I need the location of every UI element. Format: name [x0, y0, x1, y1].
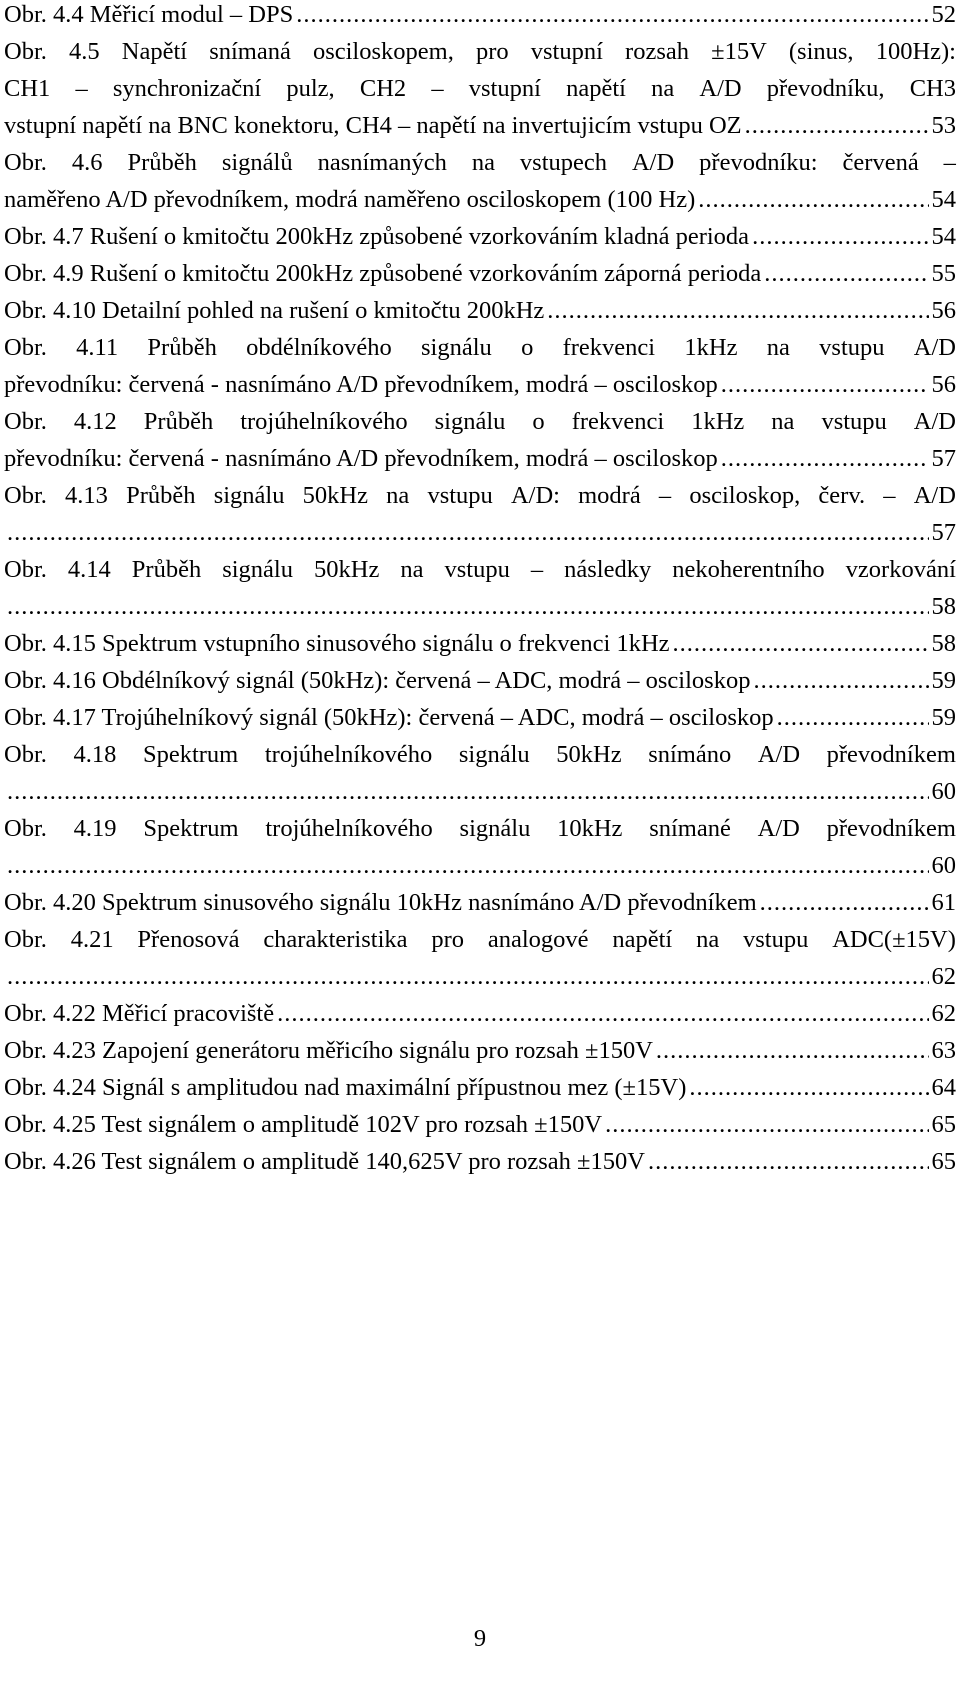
toc-entry-word: Průběh [143, 408, 214, 435]
dot-leader [745, 107, 929, 144]
toc-entry-text: Obr. 4.9 Rušení o kmitočtu 200kHz způsobené vzorkováním záporná perioda [4, 260, 762, 287]
toc-entry-word: vstupech [519, 149, 608, 176]
dot-leader [648, 1143, 929, 1180]
toc-page-number: 56 [931, 297, 956, 324]
toc-entry-word: 4.14 [67, 556, 111, 583]
toc-entry-word: vstupu [743, 926, 809, 953]
toc-page-number: 52 [931, 1, 956, 28]
toc-entry-word: Obr. [4, 408, 47, 435]
dot-leader [656, 1032, 929, 1069]
toc-page-number: 60 [931, 852, 956, 879]
toc-entry-word: 4.18 [73, 741, 117, 768]
toc-entry-word: pulz, [286, 75, 335, 102]
toc-entry-word: signálu [213, 482, 285, 509]
dot-leader [7, 958, 929, 995]
dot-leader [777, 699, 929, 736]
toc-entry-word: pro [475, 38, 509, 65]
toc-entry-line [4, 107, 956, 144]
toc-entry-word: ADC(±15V) [832, 926, 956, 953]
toc-entry-text: Obr. 4.26 Test signálem o amplitudě 140,625V pro rozsah ±150V [4, 1148, 645, 1175]
toc-entry-word: Přenosová [137, 926, 240, 953]
toc-page-number: 64 [931, 1074, 956, 1101]
toc-page-number: 54 [931, 186, 956, 213]
toc-entry[interactable] [4, 884, 956, 921]
toc-entry-word: 4.5 [69, 38, 100, 65]
toc-entry-word: vstupní [468, 75, 541, 102]
toc-entry-word: vstupu [444, 556, 510, 583]
toc-entry-line [4, 847, 956, 884]
toc-entry-text: Obr. 4.25 Test signálem o amplitudě 102V pro rozsah ±150V [4, 1111, 603, 1138]
toc-page-number: 53 [931, 112, 956, 139]
toc-entry[interactable] [4, 736, 956, 810]
toc-entry-word: červená [842, 149, 919, 176]
dot-leader [7, 588, 929, 625]
dot-leader [752, 218, 928, 255]
toc-entry-line [4, 662, 956, 699]
toc-entry-word: frekvenci [562, 334, 656, 361]
toc-entry-word: snímáno [648, 741, 732, 768]
dot-leader [605, 1106, 928, 1143]
toc-entry-line [4, 1106, 956, 1143]
dot-leader [296, 0, 928, 33]
toc-entry-line [4, 810, 956, 847]
dot-leader [764, 255, 928, 292]
toc-entry-word: – [943, 149, 956, 176]
toc-entry-word: vstupu [821, 408, 887, 435]
toc-page-number: 61 [931, 889, 956, 916]
toc-entry-word: červ. [818, 482, 866, 509]
toc-entry-word: Obr. [4, 556, 47, 583]
toc-entry-line [4, 218, 956, 255]
toc-entry-line [4, 366, 956, 403]
toc-entry-word: Obr. [4, 815, 47, 842]
dot-leader [760, 884, 929, 921]
toc-entry-word: Obr. [4, 482, 47, 509]
toc-entry-word: A/D [913, 334, 956, 361]
toc-entry-word: Obr. [4, 926, 47, 953]
toc-entry-text: Obr. 4.24 Signál s amplitudou nad maximální přípustnou mez (±15V) [4, 1074, 687, 1101]
toc-entry-word: signálu [222, 556, 293, 583]
toc-entry-word: 4.13 [65, 482, 108, 509]
toc-entry-word: Spektrum [143, 815, 239, 842]
toc-entry[interactable] [4, 292, 956, 329]
toc-entry-line [4, 0, 956, 33]
toc-entry[interactable] [4, 662, 956, 699]
toc-entry-word: 50kHz [556, 741, 622, 768]
toc-entry-word: A/D [757, 815, 800, 842]
toc-entry[interactable] [4, 625, 956, 662]
toc-entry-line [4, 921, 956, 958]
toc-entry[interactable] [4, 995, 956, 1032]
toc-entry-word: frekvenci [571, 408, 665, 435]
toc-entry-word: A/D [757, 741, 801, 768]
toc-entry-text: Obr. 4.20 Spektrum sinusového signálu 10kHz nasnímáno A/D převodníkem [4, 889, 757, 916]
toc-entry-word: 4.11 [76, 334, 119, 361]
toc-entry-text: Obr. 4.7 Rušení o kmitočtu 200kHz způsobené vzorkováním kladná perioda [4, 223, 750, 250]
toc-entry-word: napětí [612, 926, 673, 953]
toc-entry-word: pro [431, 926, 465, 953]
toc-page-number: 65 [931, 1111, 956, 1138]
toc-entry-text: Obr. 4.16 Obdélníkový signál (50kHz): červená – ADC, modrá – osciloskop [4, 667, 751, 694]
toc-page-number: 62 [931, 963, 956, 990]
toc-entry[interactable] [4, 1069, 956, 1106]
toc-entry-word: 1kHz [684, 334, 738, 361]
toc-entry-word: 4.19 [73, 815, 117, 842]
toc-entry-word: snímaná [209, 38, 291, 65]
toc-page-number: 58 [931, 593, 956, 620]
toc-entry-word: Průběh [131, 556, 202, 583]
toc-page-number: 62 [931, 1000, 956, 1027]
toc-entry-word: A/D [631, 149, 675, 176]
toc-entry[interactable] [4, 144, 956, 218]
toc-entry-word: 4.21 [70, 926, 114, 953]
toc-entry[interactable] [4, 33, 956, 144]
toc-entry-word: signálu [459, 815, 531, 842]
toc-entry-word: CH1 [4, 75, 51, 102]
toc-entry-line [4, 255, 956, 292]
dot-leader [7, 847, 929, 884]
dot-leader [277, 995, 928, 1032]
toc-entry-line [4, 292, 956, 329]
toc-entry-word: trojúhelníkového [264, 741, 433, 768]
toc-entry-word: Obr. [4, 741, 47, 768]
toc-entry-word: – [75, 75, 88, 102]
toc-entry-line [4, 514, 956, 551]
toc-entry[interactable] [4, 255, 956, 292]
toc-entry-word: Obr. [4, 149, 47, 176]
toc-entry-text: Obr. 4.23 Zapojení generátoru měřicího signálu pro rozsah ±150V [4, 1037, 653, 1064]
toc-entry-line [4, 1143, 956, 1180]
toc-entry-word: modrá [578, 482, 641, 509]
toc-entry-word: Obr. [4, 334, 47, 361]
toc-entry-line [4, 1069, 956, 1106]
toc-entry-word: Průběh [127, 149, 197, 176]
toc-entry[interactable] [4, 477, 956, 551]
toc-entry-line [4, 736, 956, 773]
toc-page-number: 57 [931, 445, 956, 472]
toc-page-number: 56 [931, 371, 956, 398]
toc-entry[interactable] [4, 921, 956, 995]
toc-entry-line [4, 884, 956, 921]
toc-entry-line [4, 181, 956, 218]
toc-entry-word: vstupu [427, 482, 493, 509]
toc-entry-word: na [771, 408, 795, 435]
toc-entry-text: naměřeno A/D převodníkem, modrá naměřeno osciloskopem (100 Hz) [4, 186, 696, 213]
toc-entry-line [4, 403, 956, 440]
toc-entry-word: CH3 [909, 75, 956, 102]
toc-entry[interactable] [4, 218, 956, 255]
toc-entry[interactable] [4, 0, 956, 33]
toc-entry-word: signálu [434, 408, 506, 435]
toc-entry-word: trojúhelníkového [240, 408, 408, 435]
toc-entry-line [4, 1032, 956, 1069]
toc-entry-text: Obr. 4.17 Trojúhelníkový signál (50kHz): červená – ADC, modrá – osciloskop [4, 704, 774, 731]
toc-entry-line [4, 440, 956, 477]
toc-entry-line [4, 70, 956, 107]
toc-entry-word: Průběh [126, 482, 196, 509]
toc-entry-word: A/D [699, 75, 742, 102]
toc-entry-text: Obr. 4.22 Měřicí pracoviště [4, 1000, 275, 1027]
toc-entry-word: CH2 [359, 75, 407, 102]
toc-entry-line [4, 33, 956, 70]
toc-entry-line [4, 773, 956, 810]
dot-leader [698, 181, 928, 218]
toc-entry[interactable] [4, 699, 956, 736]
toc-entry-word: signálu [421, 334, 492, 361]
toc-entry-word: na [651, 75, 675, 102]
toc-entry-word: 50kHz [314, 556, 380, 583]
toc-entry-word: A/D [913, 408, 956, 435]
toc-entry-word: převodníkem [826, 815, 956, 842]
dot-leader [721, 366, 929, 403]
toc-entry-text: Obr. 4.15 Spektrum vstupního sinusového signálu o frekvenci 1kHz [4, 630, 670, 657]
toc-page-number: 65 [931, 1148, 956, 1175]
dot-leader [753, 662, 928, 699]
dot-leader [7, 773, 929, 810]
toc-entry-text: převodníku: červená - nasnímáno A/D převodníkem, modrá – osciloskop [4, 445, 718, 472]
toc-entry-word: vzorkování [845, 556, 956, 583]
toc-entry-word: ±15V [711, 38, 767, 65]
toc-entry-text: vstupní napětí na BNC konektoru, CH4 – napětí na invertujicím vstupu OZ [4, 112, 742, 139]
toc-entry-word: charakteristika [263, 926, 408, 953]
toc-entry-word: 10kHz [557, 815, 623, 842]
toc-entry-word: převodníku, [766, 75, 885, 102]
toc-entry-word: 50kHz [302, 482, 368, 509]
toc-entry-word: – [658, 482, 672, 509]
toc-entry-word: obdélníkového [246, 334, 392, 361]
toc-entry-word: následky [564, 556, 652, 583]
dot-leader [721, 440, 929, 477]
toc-entry-line [4, 625, 956, 662]
toc-page-number: 60 [931, 778, 956, 805]
toc-entry-word: nekoherentního [672, 556, 825, 583]
toc-page-number: 59 [931, 667, 956, 694]
toc-entry-word: na [766, 334, 790, 361]
toc-entry-word: signálu [458, 741, 530, 768]
toc-entry-word: vstupu [819, 334, 885, 361]
toc-entry[interactable] [4, 810, 956, 884]
toc-entry-line [4, 995, 956, 1032]
toc-entry-word: – [883, 482, 896, 509]
toc-entry-word: synchronizační [112, 75, 262, 102]
toc-entry-word: převodníku: [699, 149, 818, 176]
toc-entry[interactable] [4, 1106, 956, 1143]
toc-page-number: 54 [931, 223, 956, 250]
toc-entry-word: signálů [221, 149, 293, 176]
toc-entry-word: Obr. [4, 38, 47, 65]
toc-entry-word: na [386, 482, 410, 509]
toc-entry-line [4, 551, 956, 588]
toc-entry-word: trojúhelníkového [265, 815, 433, 842]
toc-entry-word: na [400, 556, 424, 583]
toc-entry-text: převodníku: červená - nasnímáno A/D převodníkem, modrá – osciloskop [4, 371, 718, 398]
dot-leader [547, 292, 928, 329]
toc-page-number: 63 [931, 1037, 956, 1064]
toc-page-number: 59 [931, 704, 956, 731]
toc-entry[interactable] [4, 403, 956, 477]
toc-entry-word: napětí [566, 75, 626, 102]
toc-entry[interactable] [4, 1032, 956, 1069]
toc-entry-word: A/D: [510, 482, 560, 509]
toc-entry-word: A/D [913, 482, 956, 509]
toc-entry-word: 4.12 [73, 408, 117, 435]
toc-entry-word: Spektrum [142, 741, 239, 768]
toc-entry-word: analogové [487, 926, 589, 953]
toc-entry-word: – [530, 556, 544, 583]
toc-page-number: 58 [931, 630, 956, 657]
toc-entry-word: osciloskopem, [312, 38, 454, 65]
toc-entry-word: 1kHz [691, 408, 745, 435]
page-number: 9 [473, 1625, 487, 1652]
dot-leader [673, 625, 929, 662]
dot-leader [689, 1069, 928, 1106]
toc-entry-word: Napětí [121, 38, 188, 65]
toc-entry-word: (sinus, [788, 38, 854, 65]
toc-entry[interactable] [4, 329, 956, 403]
toc-entry[interactable] [4, 1143, 956, 1180]
toc-entry-word: 100Hz): [875, 38, 956, 65]
toc-entry-word: vstupní [530, 38, 603, 65]
toc-page-number: 57 [931, 519, 956, 546]
toc-entry-line [4, 588, 956, 625]
toc-entry-word: na [471, 149, 495, 176]
toc-entry-word: nasnímaných [317, 149, 447, 176]
toc-entry-word: – [431, 75, 444, 102]
toc-entry-word: snímané [649, 815, 731, 842]
toc-entry-line [4, 144, 956, 181]
toc-entry[interactable] [4, 551, 956, 625]
toc-entry-word: rozsah [625, 38, 689, 65]
toc-entry-line [4, 477, 956, 514]
toc-page-number: 55 [931, 260, 956, 287]
toc-entry-word: 4.6 [71, 149, 103, 176]
toc-entry-text: Obr. 4.4 Měřicí modul – DPS [4, 1, 294, 28]
toc-entry-word: osciloskop, [689, 482, 801, 509]
toc-entry-word: o [521, 334, 534, 361]
toc-entry-word: převodníkem [826, 741, 956, 768]
toc-entry-line [4, 958, 956, 995]
dot-leader [7, 514, 929, 551]
toc-entry-text: Obr. 4.10 Detailní pohled na rušení o kmitočtu 200kHz [4, 297, 545, 324]
toc-entry-word: na [696, 926, 720, 953]
toc-entry-word: Průběh [147, 334, 217, 361]
toc-entry-line [4, 329, 956, 366]
table-of-figures [4, 0, 956, 1180]
toc-entry-word: o [532, 408, 545, 435]
toc-entry-line [4, 699, 956, 736]
